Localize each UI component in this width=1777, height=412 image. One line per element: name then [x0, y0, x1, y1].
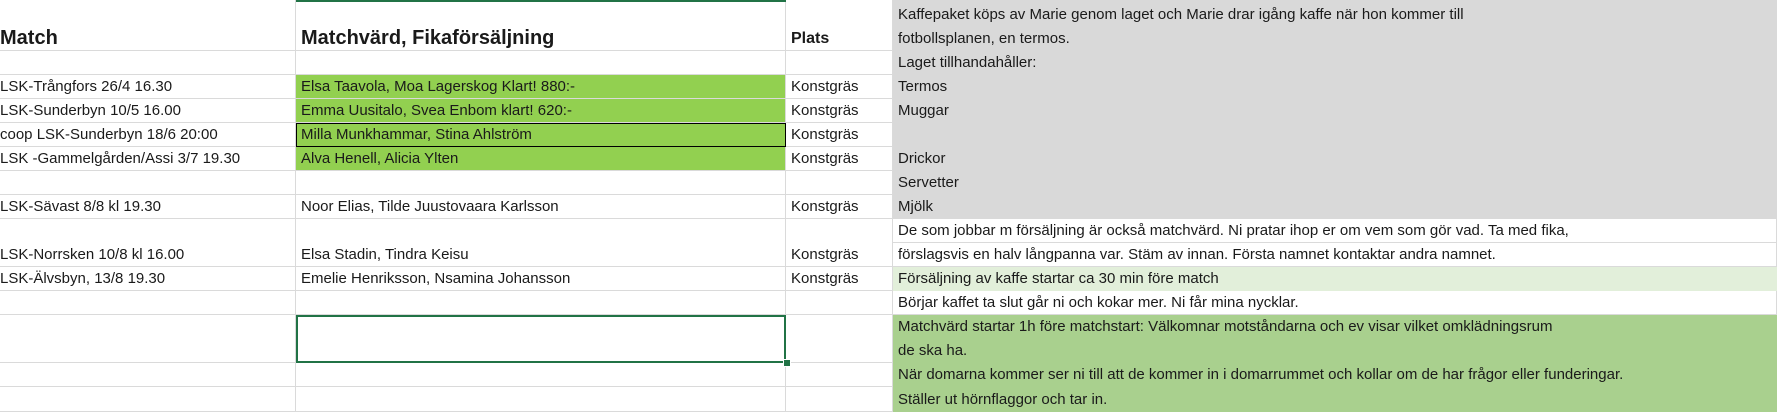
host-cell[interactable]: Elsa Taavola, Moa Lagerskog Klart! 880:-: [296, 75, 786, 99]
note-line[interactable]: Laget tillhandahåller:: [893, 51, 1777, 75]
venue-cell[interactable]: Konstgräs: [786, 147, 893, 171]
note-line[interactable]: Börjar kaffet ta slut går ni och kokar mer. Ni får mina nycklar.: [893, 291, 1777, 315]
match-cell[interactable]: LSK-Norrsken 10/8 kl 16.00: [0, 219, 296, 267]
match-cell[interactable]: coop LSK-Sunderbyn 18/6 20:00: [0, 123, 296, 147]
note-line[interactable]: fotbollsplanen, en termos.: [893, 27, 1777, 51]
note-line[interactable]: Muggar: [893, 99, 1777, 123]
host-cell[interactable]: Alva Henell, Alicia Ylten: [296, 147, 786, 171]
note-line[interactable]: Kaffepaket köps av Marie genom laget och Marie drar igång kaffe när hon kommer till: [893, 0, 1777, 27]
match-cell[interactable]: LSK-Sävast 8/8 kl 19.30: [0, 195, 296, 219]
host-cell[interactable]: Noor Elias, Tilde Juustovaara Karlsson: [296, 195, 786, 219]
empty-cell[interactable]: [0, 363, 296, 387]
header-host[interactable]: Matchvärd, Fikaförsäljning: [296, 0, 786, 51]
note-line[interactable]: Matchvärd startar 1h före matchstart: Välkomnar motståndarna och ev visar vilket omklädningsrum: [893, 315, 1777, 339]
match-cell[interactable]: [0, 171, 296, 195]
note-line[interactable]: de ska ha.: [893, 339, 1777, 363]
header-match[interactable]: Match: [0, 0, 296, 51]
note-line[interactable]: Försäljning av kaffe startar ca 30 min före match: [893, 267, 1777, 291]
venue-cell[interactable]: [786, 171, 893, 195]
note-line[interactable]: De som jobbar m försäljning är också matchvärd. Ni pratar ihop er om vem som gör vad. Ta med fika,: [893, 219, 1777, 243]
note-line[interactable]: Servetter: [893, 171, 1777, 195]
venue-cell[interactable]: Konstgräs: [786, 99, 893, 123]
venue-cell[interactable]: Konstgräs: [786, 219, 893, 267]
note-line[interactable]: Termos: [893, 75, 1777, 99]
host-cell[interactable]: Emma Uusitalo, Svea Enbom klart! 620:-: [296, 99, 786, 123]
note-line[interactable]: När domarna kommer ser ni till att de kommer in i domarrummet och kollar om de har frågor eller funderingar.: [893, 363, 1777, 387]
match-cell[interactable]: LSK-Älvsbyn, 13/8 19.30: [0, 267, 296, 291]
note-line[interactable]: Mjölk: [893, 195, 1777, 219]
host-cell[interactable]: Milla Munkhammar, Stina Ahlström: [296, 123, 786, 147]
fill-handle[interactable]: [783, 359, 791, 367]
host-cell[interactable]: Emelie Henriksson, Nsamina Johansson: [296, 267, 786, 291]
empty-cell[interactable]: [0, 315, 296, 363]
empty-cell[interactable]: [0, 291, 296, 315]
note-line[interactable]: Drickor: [893, 147, 1777, 171]
venue-cell[interactable]: Konstgräs: [786, 267, 893, 291]
empty-cell[interactable]: [296, 387, 786, 412]
venue-cell[interactable]: Konstgräs: [786, 75, 893, 99]
note-line[interactable]: [893, 123, 1777, 147]
empty-cell[interactable]: [786, 315, 893, 363]
match-cell[interactable]: LSK-Trångfors 26/4 16.30: [0, 75, 296, 99]
match-cell[interactable]: LSK-Sunderbyn 10/5 16.00: [0, 99, 296, 123]
note-line[interactable]: Ställer ut hörnflaggor och tar in.: [893, 387, 1777, 412]
match-cell[interactable]: LSK -Gammelgården/Assi 3/7 19.30: [0, 147, 296, 171]
venue-cell[interactable]: Konstgräs: [786, 123, 893, 147]
empty-cell[interactable]: [296, 363, 786, 387]
header-venue[interactable]: Plats: [786, 0, 893, 51]
empty-cell[interactable]: [0, 51, 296, 75]
empty-cell[interactable]: [296, 51, 786, 75]
empty-cell[interactable]: [786, 363, 893, 387]
empty-cell[interactable]: [296, 291, 786, 315]
empty-cell[interactable]: [786, 291, 893, 315]
selected-cell[interactable]: [296, 315, 786, 363]
empty-cell[interactable]: [786, 387, 893, 412]
column-selection-indicator: [296, 0, 786, 2]
empty-cell[interactable]: [0, 387, 296, 412]
venue-cell[interactable]: Konstgräs: [786, 195, 893, 219]
host-cell[interactable]: [296, 171, 786, 195]
note-line[interactable]: förslagsvis en halv långpanna var. Stäm av innan. Första namnet kontaktar andra namnet.: [893, 243, 1777, 267]
host-cell[interactable]: Elsa Stadin, Tindra Keisu: [296, 219, 786, 267]
empty-cell[interactable]: [786, 51, 893, 75]
